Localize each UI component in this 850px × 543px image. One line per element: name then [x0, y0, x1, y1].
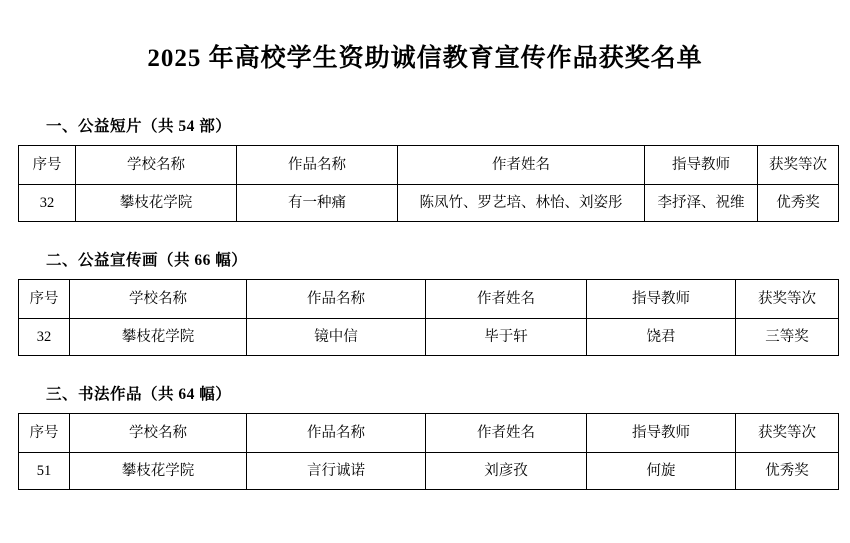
- cell-school: 攀枝花学院: [76, 185, 237, 222]
- cell-level: 三等奖: [736, 319, 839, 356]
- cell-level: 优秀奖: [736, 453, 839, 490]
- cell-work: 镜中信: [247, 319, 426, 356]
- cell-author: 刘彦孜: [426, 453, 587, 490]
- cell-no: 32: [19, 185, 76, 222]
- award-table: [18, 413, 839, 490]
- cell-school: 攀枝花学院: [70, 453, 247, 490]
- cell-teacher: 李抒泽、祝维: [645, 185, 758, 222]
- column-header-no: 序号: [19, 414, 70, 453]
- column-header-level: 获奖等次: [736, 280, 839, 319]
- section-heading: 二、公益宣传画（共 66 幅）: [46, 252, 248, 269]
- cell-school: 攀枝花学院: [70, 319, 247, 356]
- table-header-row: [19, 414, 839, 453]
- column-header-level: 获奖等次: [736, 414, 839, 453]
- cell-no: 32: [19, 319, 70, 356]
- cell-teacher: 何旋: [587, 453, 736, 490]
- column-header-author: 作者姓名: [426, 280, 587, 319]
- award-table: [18, 145, 839, 222]
- table-header-row: [19, 280, 839, 319]
- column-header-teacher: 指导教师: [587, 414, 736, 453]
- column-header-no: 序号: [19, 280, 70, 319]
- cell-level: 优秀奖: [758, 185, 839, 222]
- section-public-short-film: [18, 114, 832, 222]
- column-header-school: 学校名称: [70, 414, 247, 453]
- table-header-row: [19, 146, 839, 185]
- column-header-author: 作者姓名: [398, 146, 645, 185]
- section-calligraphy: [18, 382, 832, 490]
- cell-author: 毕于轩: [426, 319, 587, 356]
- column-header-school: 学校名称: [70, 280, 247, 319]
- cell-work: 有一种痛: [237, 185, 398, 222]
- column-header-school: 学校名称: [76, 146, 237, 185]
- cell-no: 51: [19, 453, 70, 490]
- page-title: 2025 年高校学生资助诚信教育宣传作品获奖名单: [147, 45, 703, 72]
- column-header-teacher: 指导教师: [645, 146, 758, 185]
- column-header-teacher: 指导教师: [587, 280, 736, 319]
- table-row: [19, 185, 839, 222]
- column-header-work: 作品名称: [237, 146, 398, 185]
- cell-teacher: 饶君: [587, 319, 736, 356]
- column-header-author: 作者姓名: [426, 414, 587, 453]
- table-row: [19, 453, 839, 490]
- section-public-poster: [18, 248, 832, 356]
- award-table: [18, 279, 839, 356]
- document-page: [0, 38, 850, 543]
- column-header-no: 序号: [19, 146, 76, 185]
- column-header-work: 作品名称: [247, 414, 426, 453]
- column-header-level: 获奖等次: [758, 146, 839, 185]
- cell-work: 言行诚诺: [247, 453, 426, 490]
- table-row: [19, 319, 839, 356]
- cell-author: 陈凤竹、罗艺培、林怡、刘姿彤: [398, 185, 645, 222]
- column-header-work: 作品名称: [247, 280, 426, 319]
- section-heading: 三、书法作品（共 64 幅）: [46, 386, 232, 403]
- section-heading: 一、公益短片（共 54 部）: [46, 118, 232, 135]
